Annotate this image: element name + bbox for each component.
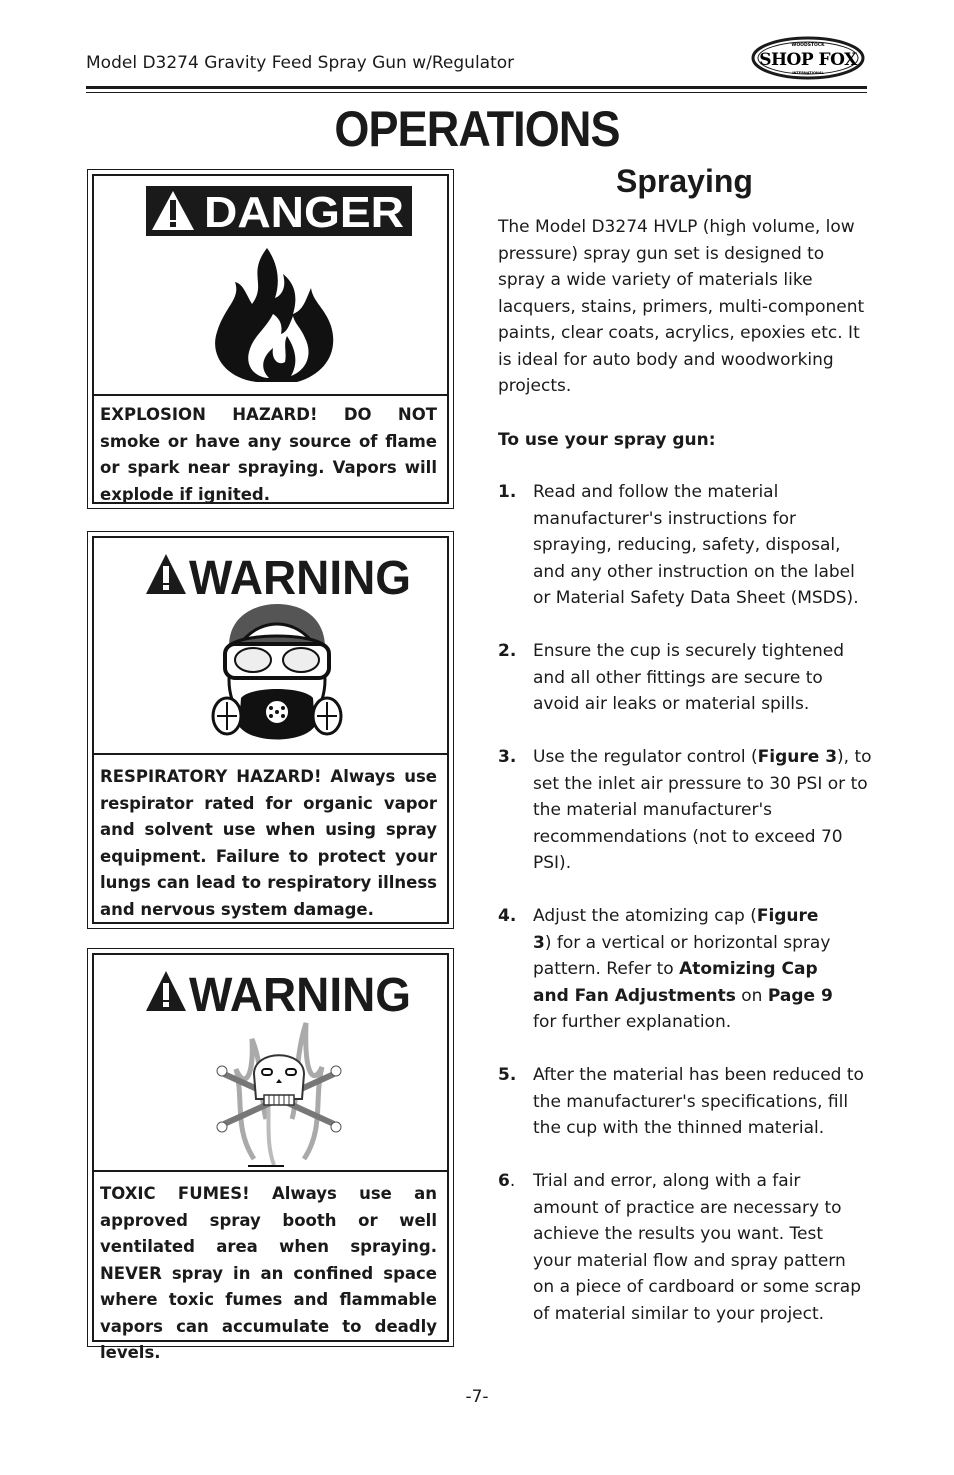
warning-toxic-text: TOXIC FUMES! Always use an approved spray booth or well ventilated area when spraying. NEVER spray in an confined space where toxic fumes and flammable vapors can accumulate to deadly levels. [100,1184,437,1362]
fire-icon [207,244,341,384]
step-text: Adjust the atomizing cap (Figure 3) for a vertical or horizontal spray pattern. Refer to Atomizing Cap and Fan Adjustments on Page 9 for further explanation. [533,906,833,1032]
svg-text:WOODSTOCK: WOODSTOCK [791,43,825,48]
warning-respiratory-box [87,531,454,929]
skull-fumes-icon [214,1019,344,1169]
page-reference: Page 9 [767,985,833,1006]
step-text: After the material has been reduced to the manufacturer's specifications, fill the cup with the thinned material. [533,1065,864,1138]
warning-signal-word [144,550,416,598]
svg-text:DANGER: DANGER [204,188,404,236]
step-text: Ensure the cup is securely tightened and all other fittings are secure to avoid air leaks or material spills. [533,641,845,714]
spraying-intro: The Model D3274 HVLP (high volume, low pressure) spray gun set is designed to spray a wide variety of materials like lacquers, stains, primers, multi-component paints, clear coats, acrylics, epoxies etc. It is ideal for auto body and woodworking projects. [498,217,865,396]
step-number: 6. [498,1171,516,1191]
steps-subheading: To use your spray gun: [498,430,716,450]
step-number: 2. [498,641,517,661]
header-rule-thin [86,92,867,93]
page-title: OPERATIONS [334,101,620,157]
figure-reference: Figure 3 [757,747,838,767]
step-text: Use the regulator control (Figure 3), to set the inlet air pressure to 30 PSI or to the material manufacturer's recommendations (not to exceed 70 PSI). [533,747,872,873]
step-number: 5. [498,1065,517,1085]
danger-box [87,169,454,509]
svg-text:WARNING: WARNING [189,969,411,1015]
step-text: Read and follow the material manufacturer's instructions for spraying, reducing, safety, disposal, and any other instruction on the label or Material Safety Data Sheet (MSDS). [533,482,859,608]
svg-text:INTERNATIONAL: INTERNATIONAL [792,71,824,75]
warning-toxic-box [87,948,454,1362]
danger-text: EXPLOSION HAZARD! DO NOT smoke or have any source of flame or spark near spraying. Vapors will explode if ignited. [100,405,437,504]
warning-respiratory-text: RESPIRATORY HAZARD! Always use respirator rated for organic vapor and solvent use when using spray equipment. Failure to protect your lungs can lead to respiratory illness and nervous system damage. [100,767,437,919]
respirator-icon [207,602,347,750]
spraying-heading: Spraying [616,163,753,199]
danger-signal-word [146,186,412,236]
svg-text:SHOP FOX: SHOP FOX [759,50,857,70]
section-reference: Atomizing Cap and Fan Adjustments [533,959,818,1006]
shop-fox-logo [751,36,865,80]
step-number: 3. [498,747,517,767]
step-text: Trial and error, along with a fair amount of practice are necessary to achieve the results you want. Test your material flow and spray pattern on a piece of cardboard or some scrap of material similar to your project. [533,1171,861,1324]
svg-text:WARNING: WARNING [189,552,411,598]
header-rule-thick [86,86,867,89]
step-number: 1. [498,482,517,502]
page-number: -7- [465,1387,489,1407]
figure-reference: Figure 3 [533,906,819,953]
warning-signal-word [144,967,416,1015]
header-model-title: Model D3274 Gravity Feed Spray Gun w/Regulator [86,53,515,73]
step-number: 4. [498,906,517,926]
